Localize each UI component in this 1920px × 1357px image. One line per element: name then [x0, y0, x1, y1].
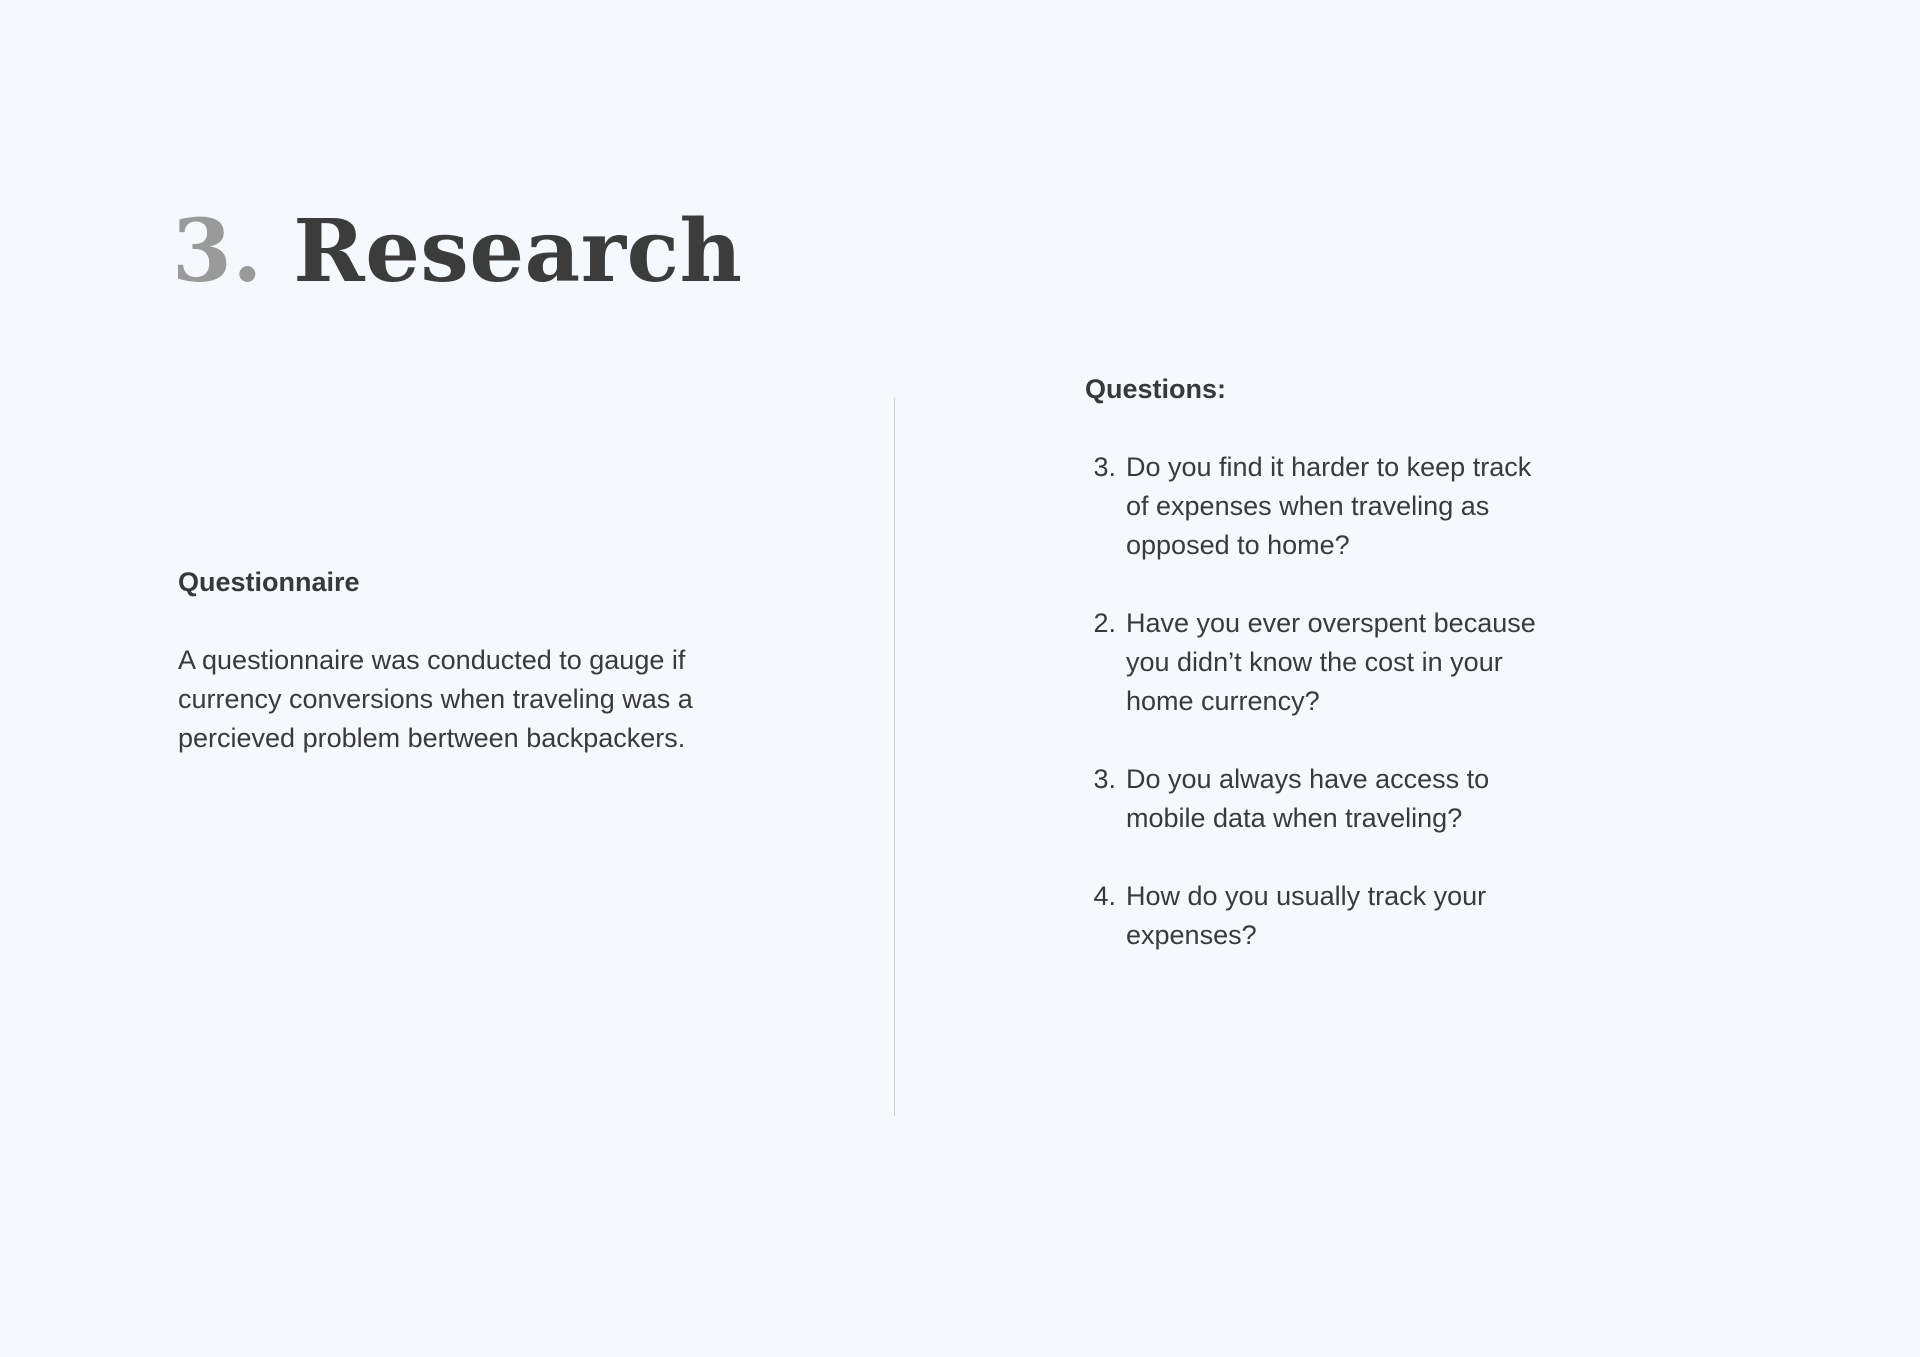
question-text: How do you usually track your expenses?	[1126, 881, 1487, 950]
questions-list	[1085, 448, 1585, 955]
questionnaire-label: Questionnaire	[178, 567, 360, 597]
section-title: Research	[293, 201, 743, 302]
section-number: 3.	[172, 201, 263, 302]
question-number: 4.	[1093, 881, 1116, 911]
column-divider	[894, 398, 895, 1116]
question-text: Do you always have access to mobile data when traveling?	[1126, 764, 1490, 833]
question-number: 2.	[1093, 608, 1116, 638]
question-item	[1085, 877, 1585, 955]
question-item	[1085, 760, 1585, 838]
questions-label: Questions:	[1085, 374, 1227, 404]
questionnaire-section	[178, 563, 698, 758]
page-title	[172, 200, 742, 303]
question-number: 3.	[1093, 764, 1116, 794]
question-item	[1085, 604, 1585, 721]
questions-section	[1085, 370, 1585, 994]
question-text: Do you find it harder to keep track of expenses when traveling as opposed to home?	[1126, 452, 1532, 560]
question-number: 3.	[1093, 452, 1116, 482]
question-text: Have you ever overspent because you didn’t know the cost in your home currency?	[1126, 608, 1536, 716]
question-item	[1085, 448, 1585, 565]
questionnaire-description: A questionnaire was conducted to gauge if currency conversions when traveling was a percieved problem bertween backpackers.	[178, 645, 693, 753]
